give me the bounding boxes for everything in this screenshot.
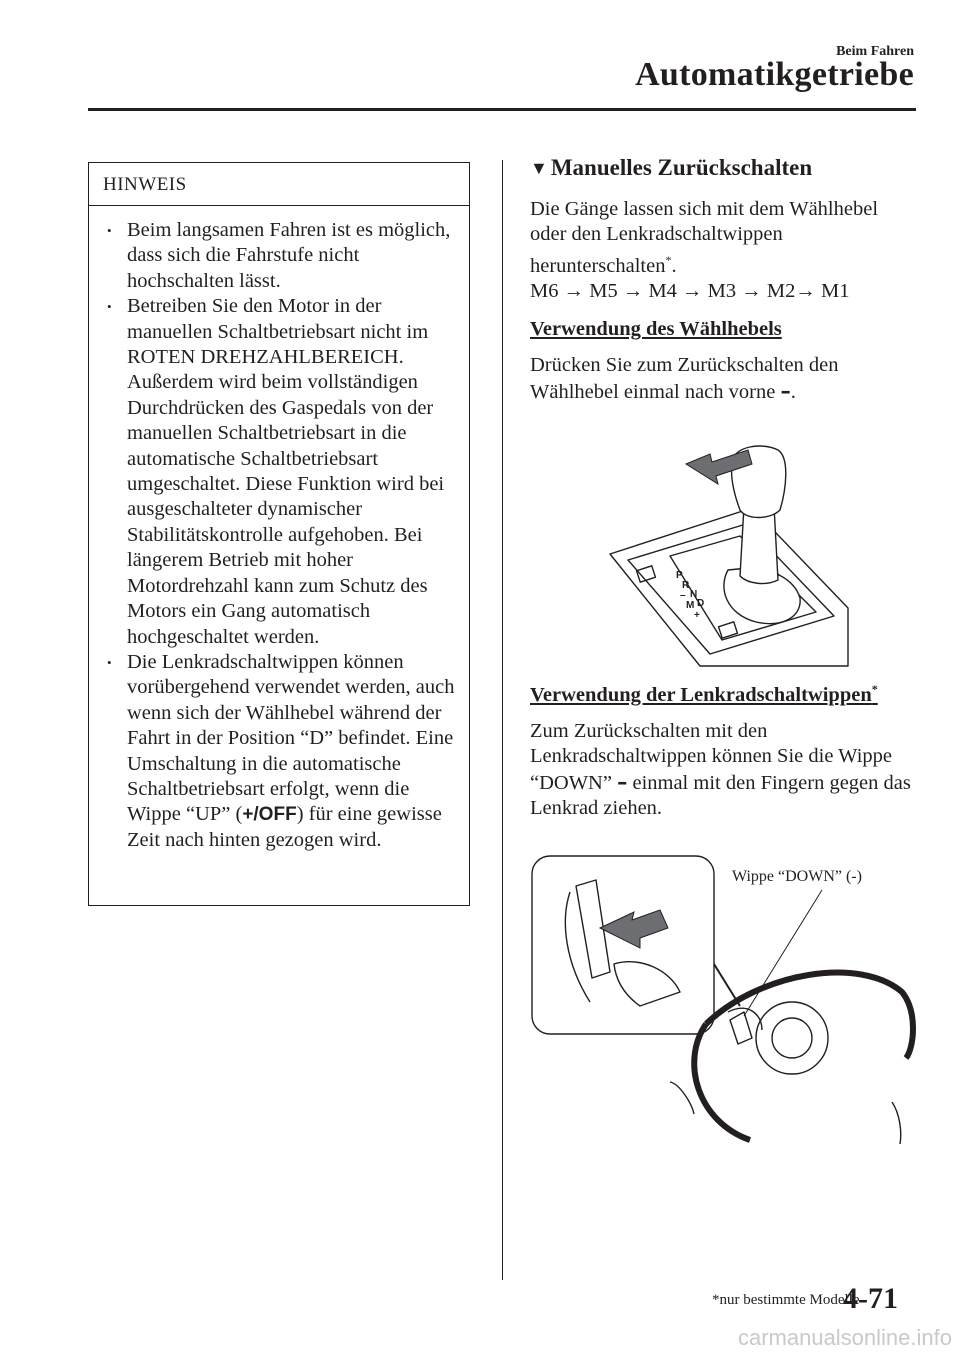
column-divider [502, 160, 503, 1280]
paddle-closeup-frame [532, 856, 714, 1034]
right-column [530, 155, 915, 405]
paddle-section [530, 682, 915, 821]
gear-sequence: M6 → M5 → M4 → M3 → M2→ M1 [530, 280, 850, 303]
gate-letter-n: N [690, 589, 698, 600]
footer-note: *nur bestimmte Modelle [712, 1292, 860, 1308]
gate-letter-p: P [676, 570, 683, 581]
section-heading-text: Manuelles Zurückschalten [550, 155, 813, 180]
notice-paddles-text-after: ) für eine gewisse Zeit nach hinten gezogen wird. [127, 803, 442, 851]
notice-paddles-text-before: Die Lenkradschaltwippen können vorübergehend verwendet werden, auch wenn sich der Wählhebel während der Fahrt in der Position “D” befindet. Eine Umschaltung in die automatische Schaltbetriebsart erfolgt, wenn die Wippe “UP” ( [127, 650, 455, 826]
section-heading [530, 155, 915, 181]
notice-box [88, 162, 470, 906]
section-label: Beim Fahren [836, 44, 914, 59]
lever-paragraph [530, 353, 915, 405]
notice-item-paddles [127, 650, 459, 853]
paddle-subheading-text: Verwendung der Lenkradschaltwippen [530, 683, 872, 706]
plus-off-key: +/OFF [242, 804, 297, 826]
notice-item-red-zone: • Betreiben Sie den Motor in der manuellen Schaltbetriebsart nicht im ROTEN DREHZAHLBEREICH. Außerdem wird beim vollständigen Durchdrücken des Gaspedals von der manuellen Schaltbetriebsart in die automatische Schaltbetriebsart umgeschaltet. Diese Funktion wird bei ausgeschalteter dynamischer Stabilitätskontrolle aufgehoben. Bei längerem Betrieb mit hoher Motordrehzahl kann zum Schutz des Motors ein Gang automatisch hochgeschaltet werden. [127, 294, 459, 650]
watermark: carmanualsonline.info [737, 1325, 952, 1350]
paddle-paragraph [530, 719, 915, 822]
lever-subheading: Verwendung des Wählhebels [530, 318, 782, 341]
paddle-text-b: einmal mit den Fingern gegen das Lenkrad ziehen. [530, 771, 911, 820]
gate-letter-m: M [686, 600, 695, 611]
triangle-marker-icon: ▼ [530, 158, 548, 178]
gate-letter-minus: – [680, 590, 686, 601]
wheel-column [892, 1102, 901, 1144]
minus-symbol: – [780, 378, 791, 403]
intro-paragraph [530, 197, 915, 279]
lever-text: Drücken Sie zum Zurückschalten den Wählhebel einmal nach vorne [530, 354, 839, 403]
notice-title: HINWEIS [89, 163, 469, 206]
shift-lever-illustration [602, 428, 850, 676]
callout-leader-line [744, 890, 822, 1016]
notice-list [89, 206, 469, 853]
page-title: Automatikgetriebe [635, 56, 914, 93]
wheel-hub [756, 1002, 828, 1074]
closeup-pointer-line [714, 964, 740, 1006]
paddle-minus-symbol: – [617, 769, 628, 794]
gate-letter-plus: + [694, 610, 700, 621]
header-rule [88, 108, 916, 111]
steering-wheel-illustration [530, 852, 916, 1146]
paddle-subheading [530, 682, 915, 707]
wheel-paddle-down [730, 1012, 752, 1044]
page-number: 4-71 [843, 1282, 898, 1315]
paddle-text-a: Zum Zurückschalten mit den Lenkradschaltwippen können Sie die Wippe “DOWN” [530, 719, 893, 794]
intro-text: Die Gänge lassen sich mit dem Wählhebel oder den Lenkradschaltwippen herunterschalten [530, 198, 879, 277]
intro-end: . [671, 254, 677, 277]
gate-letter-r: R [682, 580, 690, 591]
gate-letter-d: D [697, 598, 705, 609]
driver-arm [670, 1082, 694, 1114]
intro-asterisk: * [665, 252, 672, 267]
paddle-subheading-asterisk: * [871, 682, 878, 696]
lever-text-end: . [790, 380, 796, 403]
paddle-down-callout: Wippe “DOWN” (-) [732, 868, 862, 885]
notice-item-slow-driving: • Beim langsamen Fahren ist es möglich, dass sich die Fahrstufe nicht hochschalten lässt. [127, 218, 459, 294]
